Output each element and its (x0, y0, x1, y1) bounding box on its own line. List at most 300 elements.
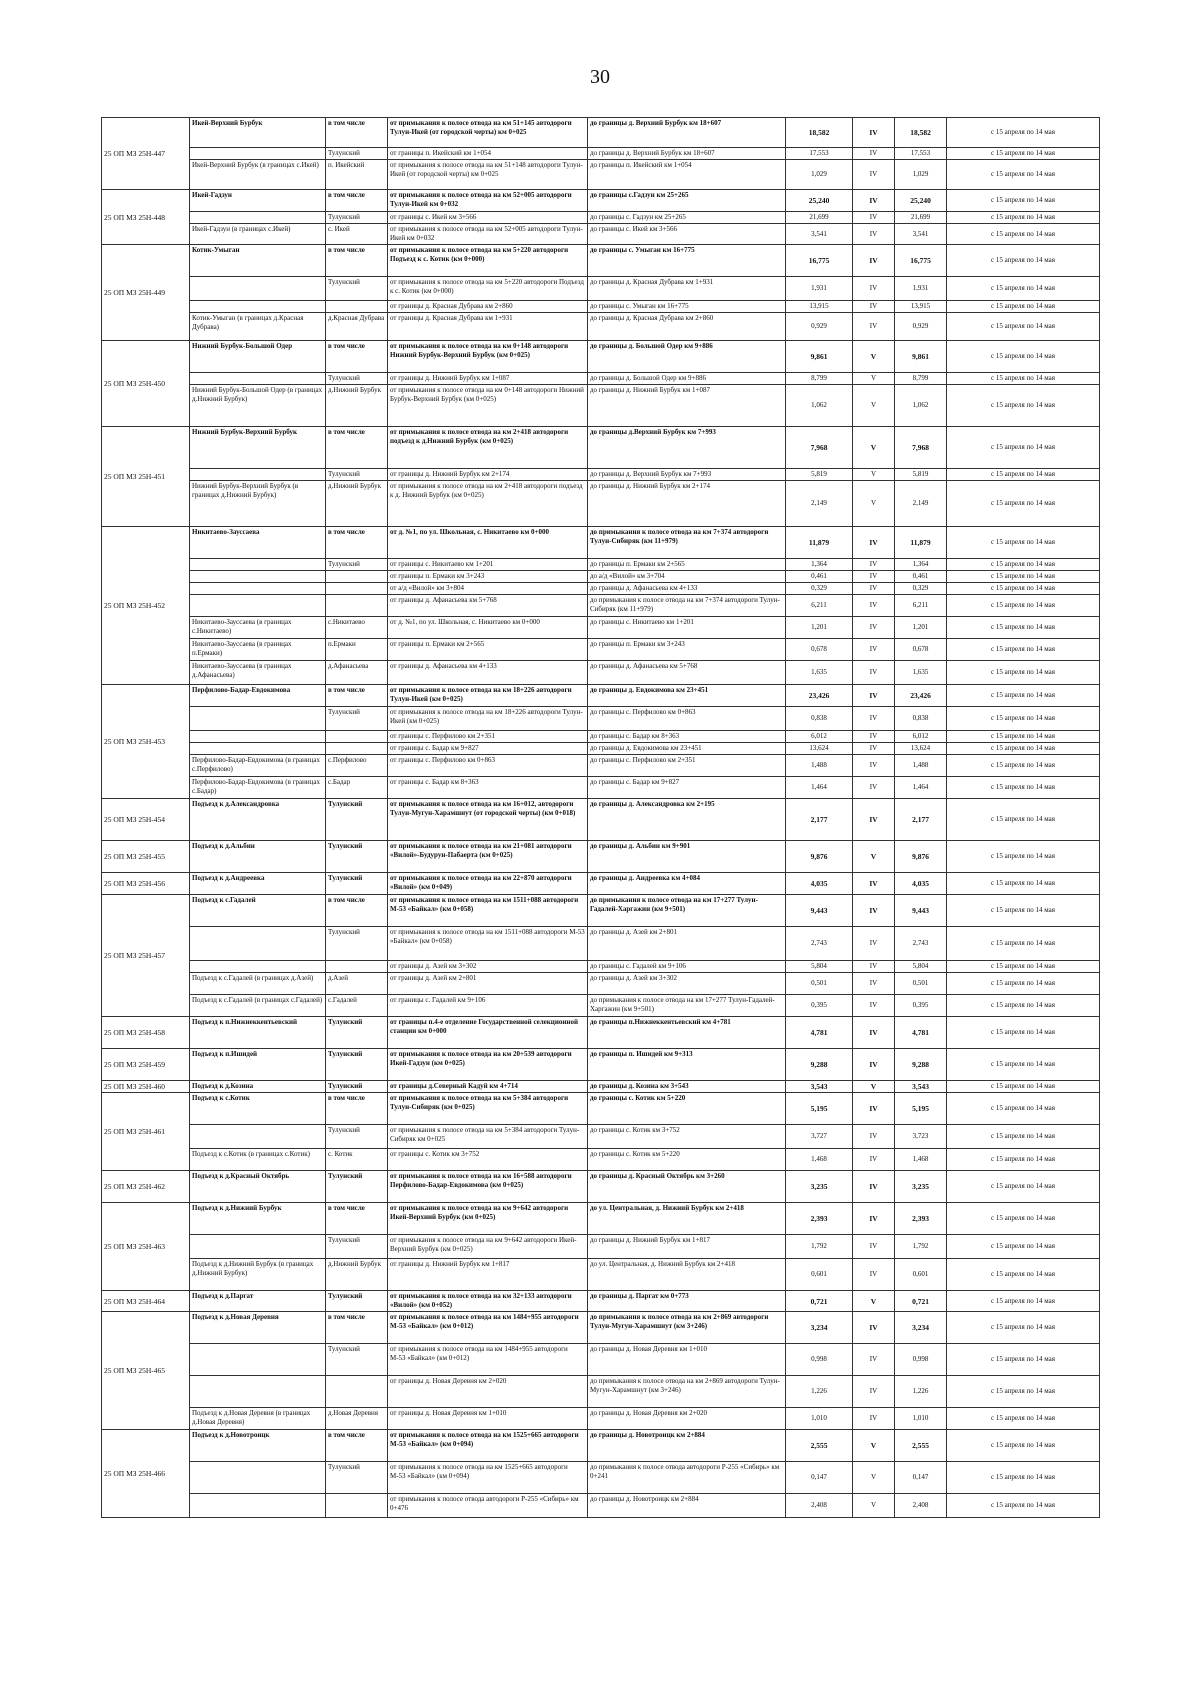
start-point-cell: от примыкания к полосе отвода на км 16+012, автодороги Тулун-Мугун-Харамшнут (от городской черты) (км 0+018) (388, 799, 588, 841)
end-point-cell: до границы д. Козина км 3+543 (588, 1081, 786, 1093)
end-point-cell: до границы д. Нижний Бурбук км 1+087 (588, 385, 786, 427)
district-cell: Тулунский (326, 559, 388, 571)
district-cell: д.Красная Дубрава (326, 313, 388, 341)
table-row (102, 1259, 1100, 1291)
table-row (102, 895, 1100, 927)
length-cell: 18,582 (786, 118, 853, 148)
season-period-cell: с 15 апреля по 14 мая (947, 799, 1100, 841)
restricted-length-cell: 25,240 (895, 190, 947, 212)
category-cell: IV (853, 583, 895, 595)
restricted-length-cell: 5,819 (895, 469, 947, 481)
district-cell: в том числе (326, 1430, 388, 1462)
length-cell: 9,288 (786, 1049, 853, 1081)
restricted-length-cell: 17,553 (895, 148, 947, 160)
length-cell: 1,029 (786, 160, 853, 190)
start-point-cell: от примыкания к полосе отвода на км 1511+088 автодороги М-53 «Байкал» (км 0+058) (388, 927, 588, 961)
table-row (102, 160, 1100, 190)
season-period-cell: с 15 апреля по 14 мая (947, 224, 1100, 245)
road-name-cell: Икей-Гадзун (в границах с.Икей) (190, 224, 326, 245)
road-name-cell: Подъезд к д.Нижний Бурбук (190, 1203, 326, 1235)
length-cell: 3,543 (786, 1081, 853, 1093)
season-period-cell: с 15 апреля по 14 мая (947, 481, 1100, 527)
table-row (102, 469, 1100, 481)
end-point-cell: до примыкания к полосе отвода на км 2+869 автодороги Тулун-Мугун-Харамшнут (км 3+246) (588, 1312, 786, 1344)
length-cell: 1,468 (786, 1149, 853, 1171)
start-point-cell: от границы д. Нижний Бурбук км 1+817 (388, 1259, 588, 1291)
season-period-cell: с 15 апреля по 14 мая (947, 707, 1100, 731)
end-point-cell: до границы д. Нижний Бурбук км 2+174 (588, 481, 786, 527)
restricted-length-cell: 8,799 (895, 373, 947, 385)
end-point-cell: до границы с. Котик км 5+220 (588, 1093, 786, 1125)
start-point-cell: от границы с. Бадар км 8+363 (388, 777, 588, 799)
table-row (102, 1376, 1100, 1408)
road-name-cell: Подъезд к д.Нижний Бурбук (в границах д.Нижний Бурбук) (190, 1259, 326, 1291)
season-period-cell: с 15 апреля по 14 мая (947, 1149, 1100, 1171)
district-cell: Тулунский (326, 212, 388, 224)
table-row (102, 927, 1100, 961)
road-name-cell: Перфилово-Бадар-Евдокимова (190, 685, 326, 707)
category-cell: IV (853, 1259, 895, 1291)
length-cell: 11,879 (786, 527, 853, 559)
road-id-cell: 25 ОП МЗ 25Н-456 (102, 873, 190, 895)
start-point-cell: от примыкания к полосе отвода на км 9+642 автодороги Икей-Верхний Бурбук (км 0+025) (388, 1203, 588, 1235)
start-point-cell: от границы д. Афанасьева км 4+133 (388, 661, 588, 685)
category-cell: V (853, 469, 895, 481)
start-point-cell: от границы с. Перфилово км 2+351 (388, 731, 588, 743)
start-point-cell: от границы п. Ермаки км 2+565 (388, 639, 588, 661)
district-cell: Тулунский (326, 469, 388, 481)
restricted-length-cell: 13,915 (895, 301, 947, 313)
district-cell: с. Икей (326, 224, 388, 245)
end-point-cell: до границы с. Бадар км 8+363 (588, 731, 786, 743)
start-point-cell: от границы с. Икей км 3+566 (388, 212, 588, 224)
road-id-cell: 25 ОП МЗ 25Н-454 (102, 799, 190, 841)
district-cell: Тулунский (326, 1081, 388, 1093)
end-point-cell: до границы п. Ермаки км 2+565 (588, 559, 786, 571)
end-point-cell: до границы д. Новая Деревня км 1+010 (588, 1344, 786, 1376)
end-point-cell: до границы д. Нижний Бурбук км 1+817 (588, 1235, 786, 1259)
end-point-cell: до границы д. Альбин км 9+901 (588, 841, 786, 873)
restricted-length-cell: 16,775 (895, 245, 947, 277)
table-row (102, 595, 1100, 617)
road-name-cell (190, 927, 326, 961)
length-cell: 1,226 (786, 1376, 853, 1408)
length-cell: 3,727 (786, 1125, 853, 1149)
season-period-cell: с 15 апреля по 14 мая (947, 1462, 1100, 1494)
restricted-length-cell: 3,235 (895, 1171, 947, 1203)
start-point-cell: от границы д. Нижний Бурбук км 1+087 (388, 373, 588, 385)
table-row (102, 777, 1100, 799)
category-cell: IV (853, 1408, 895, 1430)
category-cell: IV (853, 224, 895, 245)
start-point-cell: от примыкания к полосе отвода на км 2+418 автодороги подъезд к д.Нижний Бурбук (км 0+025) (388, 427, 588, 469)
season-period-cell: с 15 апреля по 14 мая (947, 873, 1100, 895)
season-period-cell: с 15 апреля по 14 мая (947, 973, 1100, 995)
page-number: 30 (590, 66, 610, 88)
start-point-cell: от а/д «Вилой» км 3+804 (388, 583, 588, 595)
end-point-cell: до границы с. Никитаево км 1+201 (588, 617, 786, 639)
season-period-cell: с 15 апреля по 14 мая (947, 1203, 1100, 1235)
category-cell: IV (853, 190, 895, 212)
table-row (102, 743, 1100, 755)
category-cell: IV (853, 755, 895, 777)
season-period-cell: с 15 апреля по 14 мая (947, 469, 1100, 481)
end-point-cell: до границы д. Верхний Бурбук км 18+607 (588, 118, 786, 148)
road-name-cell: Икей-Верхний Бурбук (190, 118, 326, 148)
start-point-cell: от примыкания к полосе отвода на км 20+539 автодороги Икей-Гадзун (км 0+025) (388, 1049, 588, 1081)
end-point-cell: до ул. Центральная, д. Нижний Бурбук км 2+418 (588, 1203, 786, 1235)
district-cell: д.Нижний Бурбук (326, 385, 388, 427)
length-cell: 13,915 (786, 301, 853, 313)
end-point-cell: до границы п.Нижнеккентьевский км 4+781 (588, 1017, 786, 1049)
length-cell: 1,062 (786, 385, 853, 427)
restricted-length-cell: 1,226 (895, 1376, 947, 1408)
restricted-length-cell: 0,721 (895, 1291, 947, 1312)
district-cell (326, 583, 388, 595)
length-cell: 9,861 (786, 341, 853, 373)
end-point-cell: до границы с. Перфилово км 0+863 (588, 707, 786, 731)
restricted-length-cell: 21,699 (895, 212, 947, 224)
road-name-cell: Подъезд к п.Ишидей (190, 1049, 326, 1081)
restricted-length-cell: 2,393 (895, 1203, 947, 1235)
season-period-cell: с 15 апреля по 14 мая (947, 617, 1100, 639)
table-row (102, 245, 1100, 277)
season-period-cell: с 15 апреля по 14 мая (947, 277, 1100, 301)
road-name-cell: Подъезд к с.Котик (190, 1093, 326, 1125)
road-name-cell: Подъезд к с.Гадалей (в границах д.Азей) (190, 973, 326, 995)
start-point-cell: от примыкания к полосе отвода на км 1484+955 автодороги М-53 «Байкал» (км 0+012) (388, 1344, 588, 1376)
restricted-length-cell: 1,468 (895, 1149, 947, 1171)
road-id-cell: 25 ОП МЗ 25Н-451 (102, 427, 190, 527)
district-cell: д.Афанасьева (326, 661, 388, 685)
road-id-cell: 25 ОП МЗ 25Н-464 (102, 1291, 190, 1312)
category-cell: IV (853, 1017, 895, 1049)
table-row (102, 961, 1100, 973)
district-cell: в том числе (326, 190, 388, 212)
start-point-cell: от границы с. Гадалей км 9+106 (388, 995, 588, 1017)
end-point-cell: до границы д. Афанасьева км 5+768 (588, 661, 786, 685)
road-id-cell: 25 ОП МЗ 25Н-465 (102, 1312, 190, 1430)
road-name-cell: Подъезд к д.Андреевка (190, 873, 326, 895)
category-cell: IV (853, 1344, 895, 1376)
length-cell: 17,553 (786, 148, 853, 160)
road-name-cell: Никитаево-Зауссаева (в границах с.Никитаево) (190, 617, 326, 639)
category-cell: IV (853, 118, 895, 148)
end-point-cell: до границы д. Евдокимова км 23+451 (588, 685, 786, 707)
road-list-table (101, 117, 1100, 1518)
table-row (102, 1171, 1100, 1203)
road-name-cell: Подъезд к с.Гадалей (190, 895, 326, 927)
road-name-cell: Икей-Верхний Бурбук (в границах с.Икей) (190, 160, 326, 190)
district-cell: в том числе (326, 1203, 388, 1235)
season-period-cell: с 15 апреля по 14 мая (947, 639, 1100, 661)
start-point-cell: от границы д. Красная Дубрава км 1+931 (388, 313, 588, 341)
season-period-cell: с 15 апреля по 14 мая (947, 731, 1100, 743)
district-cell: Тулунский (326, 1235, 388, 1259)
restricted-length-cell: 9,443 (895, 895, 947, 927)
road-name-cell: Перфилово-Бадар-Евдокимова (в границах с.Перфилово) (190, 755, 326, 777)
season-period-cell: с 15 апреля по 14 мая (947, 190, 1100, 212)
season-period-cell: с 15 апреля по 14 мая (947, 559, 1100, 571)
road-id-cell: 25 ОП МЗ 25Н-457 (102, 895, 190, 1017)
category-cell: IV (853, 527, 895, 559)
start-point-cell: от примыкания к полосе отвода на км 21+081 автодороги «Вилой»-Будурун-Пабаерта (км 0+025) (388, 841, 588, 873)
season-period-cell: с 15 апреля по 14 мая (947, 1376, 1100, 1408)
category-cell: IV (853, 1093, 895, 1125)
restricted-length-cell: 1,488 (895, 755, 947, 777)
end-point-cell: до границы д. Евдокимова км 23+451 (588, 743, 786, 755)
length-cell: 2,149 (786, 481, 853, 527)
end-point-cell: до границы д. Афанасьева км 4+133 (588, 583, 786, 595)
category-cell: IV (853, 1203, 895, 1235)
category-cell: IV (853, 973, 895, 995)
season-period-cell: с 15 апреля по 14 мая (947, 212, 1100, 224)
table-row (102, 841, 1100, 873)
length-cell: 13,624 (786, 743, 853, 755)
start-point-cell: от границы с. Никитаево км 1+201 (388, 559, 588, 571)
season-period-cell: с 15 апреля по 14 мая (947, 661, 1100, 685)
road-name-cell (190, 1235, 326, 1259)
road-name-cell (190, 583, 326, 595)
restricted-length-cell: 0,678 (895, 639, 947, 661)
season-period-cell: с 15 апреля по 14 мая (947, 1430, 1100, 1462)
season-period-cell: с 15 апреля по 14 мая (947, 1344, 1100, 1376)
end-point-cell: до примыкания к полосе отвода на км 2+869 автодороги Тулун-Мугун-Харамшнут (км 3+246) (588, 1376, 786, 1408)
district-cell: Тулунский (326, 1171, 388, 1203)
season-period-cell: с 15 апреля по 14 мая (947, 1081, 1100, 1093)
start-point-cell: от примыкания к полосе отвода на км 0+148 автодороги Нижний Бурбук-Верхний Бурбук (км 0+025) (388, 341, 588, 373)
road-name-cell: Подъезд к д.Новая Деревня (в границах д.Новая Деревня) (190, 1408, 326, 1430)
end-point-cell: до границы д. Красная Дубрава км 1+931 (588, 277, 786, 301)
length-cell: 3,235 (786, 1171, 853, 1203)
table-row (102, 341, 1100, 373)
start-point-cell: от границы д. Азей км 3+302 (388, 961, 588, 973)
season-period-cell: с 15 апреля по 14 мая (947, 527, 1100, 559)
restricted-length-cell: 1,792 (895, 1235, 947, 1259)
start-point-cell: от д. №1, по ул. Школьная, с. Никитаево км 0+000 (388, 617, 588, 639)
start-point-cell: от примыкания к полосе отвода на км 51+148 автодороги Тулун-Икей (от городской черты) км 0+025 (388, 160, 588, 190)
category-cell: V (853, 841, 895, 873)
start-point-cell: от границы д. Азей км 2+801 (388, 973, 588, 995)
category-cell: IV (853, 731, 895, 743)
season-period-cell: с 15 апреля по 14 мая (947, 427, 1100, 469)
table-row (102, 995, 1100, 1017)
category-cell: IV (853, 617, 895, 639)
district-cell (326, 743, 388, 755)
road-id-cell: 25 ОП МЗ 25Н-458 (102, 1017, 190, 1049)
restricted-length-cell: 5,195 (895, 1093, 947, 1125)
district-cell: Тулунский (326, 1017, 388, 1049)
start-point-cell: от примыкания к полосе отвода на км 2+418 автодороги подъезд к д. Нижний Бурбук (км 0+025) (388, 481, 588, 527)
start-point-cell: от примыкания к полосе отвода на км 5+384 автодороги Тулун-Сибиряк (км 0+025) (388, 1093, 588, 1125)
category-cell: IV (853, 212, 895, 224)
end-point-cell: до границы д. Андреевка км 4+084 (588, 873, 786, 895)
district-cell (326, 1494, 388, 1518)
road-id-cell: 25 ОП МЗ 25Н-447 (102, 118, 190, 190)
road-id-cell: 25 ОП МЗ 25Н-461 (102, 1093, 190, 1171)
start-point-cell: от примыкания к полосе отвода на км 16+588 автодороги Перфилово-Бадар-Евдокимова (км 0+025) (388, 1171, 588, 1203)
length-cell: 2,555 (786, 1430, 853, 1462)
restricted-length-cell: 0,329 (895, 583, 947, 595)
restricted-length-cell: 2,177 (895, 799, 947, 841)
category-cell: V (853, 373, 895, 385)
end-point-cell: до примыкания к полосе отвода на км 7+374 автодороги Тулун-Сибиряк (км 11+979) (588, 595, 786, 617)
category-cell: IV (853, 873, 895, 895)
district-cell: в том числе (326, 1312, 388, 1344)
end-point-cell: до границы с. Бадар км 9+827 (588, 777, 786, 799)
table-row (102, 1081, 1100, 1093)
district-cell: в том числе (326, 895, 388, 927)
category-cell: V (853, 1291, 895, 1312)
road-name-cell: Подъезд к д.Новотроицк (190, 1430, 326, 1462)
start-point-cell: от примыкания к полосе отвода на км 9+642 автодороги Икей-Верхний Бурбук (км 0+025) (388, 1235, 588, 1259)
start-point-cell: от примыкания к полосе отвода на км 18+226 автодороги Тулун-Икей (км 0+025) (388, 707, 588, 731)
district-cell: Тулунский (326, 927, 388, 961)
season-period-cell: с 15 апреля по 14 мая (947, 1312, 1100, 1344)
road-name-cell: Нижний Бурбук-Верхний Бурбук (190, 427, 326, 469)
end-point-cell: до примыкания к полосе отвода на км 17+277 Тулун-Гадалей-Харгажин (км 9+501) (588, 995, 786, 1017)
season-period-cell: с 15 апреля по 14 мая (947, 313, 1100, 341)
road-name-cell: Подъезд к с.Котик (в границах с.Котик) (190, 1149, 326, 1171)
restricted-length-cell: 2,149 (895, 481, 947, 527)
road-id-cell: 25 ОП МЗ 25Н-455 (102, 841, 190, 873)
table-row (102, 639, 1100, 661)
end-point-cell: до границы с. Умыган км 16+775 (588, 245, 786, 277)
road-name-cell: Котик-Умыган (в границах д.Красная Дубрава) (190, 313, 326, 341)
district-cell: Тулунский (326, 1125, 388, 1149)
length-cell: 2,393 (786, 1203, 853, 1235)
length-cell: 1,464 (786, 777, 853, 799)
district-cell: д.Нижний Бурбук (326, 481, 388, 527)
length-cell: 8,799 (786, 373, 853, 385)
table-row (102, 1149, 1100, 1171)
length-cell: 2,177 (786, 799, 853, 841)
length-cell: 9,876 (786, 841, 853, 873)
table-row (102, 873, 1100, 895)
end-point-cell: до границы с. Котик км 3+752 (588, 1125, 786, 1149)
road-id-cell: 25 ОП МЗ 25Н-450 (102, 341, 190, 427)
road-name-cell (190, 212, 326, 224)
district-cell: Тулунский (326, 873, 388, 895)
season-period-cell: с 15 апреля по 14 мая (947, 245, 1100, 277)
restricted-length-cell: 1,364 (895, 559, 947, 571)
length-cell: 7,968 (786, 427, 853, 469)
road-name-cell (190, 148, 326, 160)
district-cell: п. Икейский (326, 160, 388, 190)
table-row (102, 1017, 1100, 1049)
restricted-length-cell: 0,147 (895, 1462, 947, 1494)
restricted-length-cell: 13,624 (895, 743, 947, 755)
season-period-cell: с 15 апреля по 14 мая (947, 583, 1100, 595)
table-row (102, 731, 1100, 743)
length-cell: 5,195 (786, 1093, 853, 1125)
road-name-cell (190, 707, 326, 731)
road-name-cell (190, 373, 326, 385)
table-row (102, 1049, 1100, 1081)
length-cell: 5,819 (786, 469, 853, 481)
category-cell: V (853, 427, 895, 469)
category-cell: V (853, 1494, 895, 1518)
end-point-cell: до границы с. Умыган км 16+775 (588, 301, 786, 313)
road-name-cell: Подъезд к с.Гадалей (в границах с.Гадалей) (190, 995, 326, 1017)
district-cell: Тулунский (326, 277, 388, 301)
length-cell: 0,998 (786, 1344, 853, 1376)
season-period-cell: с 15 апреля по 14 мая (947, 1494, 1100, 1518)
table-row (102, 277, 1100, 301)
restricted-length-cell: 9,288 (895, 1049, 947, 1081)
season-period-cell: с 15 апреля по 14 мая (947, 118, 1100, 148)
table-row (102, 1235, 1100, 1259)
restricted-length-cell: 9,861 (895, 341, 947, 373)
table-row (102, 1462, 1100, 1494)
category-cell: IV (853, 895, 895, 927)
district-cell: в том числе (326, 685, 388, 707)
road-name-cell (190, 961, 326, 973)
road-name-cell: Подъезд к д.Александровка (190, 799, 326, 841)
table-row (102, 973, 1100, 995)
length-cell: 0,678 (786, 639, 853, 661)
road-name-cell (190, 1462, 326, 1494)
end-point-cell: до а/д «Вилой» км 3+704 (588, 571, 786, 583)
category-cell: IV (853, 1149, 895, 1171)
district-cell: д.Азей (326, 973, 388, 995)
district-cell: с.Бадар (326, 777, 388, 799)
road-id-cell: 25 ОП МЗ 25Н-449 (102, 245, 190, 341)
start-point-cell: от примыкания к полосе отвода на км 0+148 автодороги Нижний Бурбук-Верхний Бурбук (км 0+025) (388, 385, 588, 427)
road-name-cell: Нижний Бурбук-Большой Одер (190, 341, 326, 373)
end-point-cell: до границы д. Верхний Бурбук км 18+607 (588, 148, 786, 160)
length-cell: 1,635 (786, 661, 853, 685)
table-row (102, 571, 1100, 583)
district-cell: с.Перфилово (326, 755, 388, 777)
district-cell (326, 595, 388, 617)
season-period-cell: с 15 апреля по 14 мая (947, 1171, 1100, 1203)
road-name-cell: Подъезд к д.Новая Деревня (190, 1312, 326, 1344)
district-cell: Тулунский (326, 1344, 388, 1376)
restricted-length-cell: 0,601 (895, 1259, 947, 1291)
road-name-cell (190, 1344, 326, 1376)
road-id-cell: 25 ОП МЗ 25Н-460 (102, 1081, 190, 1093)
table-row (102, 1344, 1100, 1376)
start-point-cell: от границы с. Перфилово км 0+863 (388, 755, 588, 777)
end-point-cell: до границы с. Перфилово км 2+351 (588, 755, 786, 777)
category-cell: IV (853, 1049, 895, 1081)
end-point-cell: до границы д. Новотроицк км 2+884 (588, 1494, 786, 1518)
district-cell: с.Никитаево (326, 617, 388, 639)
district-cell (326, 731, 388, 743)
start-point-cell: от границы д.Северный Кадуй км 4+714 (388, 1081, 588, 1093)
table-row (102, 190, 1100, 212)
start-point-cell: от примыкания к полосе отвода на км 5+220 автодороги Подъезд к с. Котик (км 0+000) (388, 245, 588, 277)
restricted-length-cell: 1,029 (895, 160, 947, 190)
category-cell: IV (853, 661, 895, 685)
start-point-cell: от границы п.4-е отделение Государственной селекционной станции км 0+000 (388, 1017, 588, 1049)
start-point-cell: от д. №1, по ул. Школьная, с. Никитаево км 0+000 (388, 527, 588, 559)
restricted-length-cell: 11,879 (895, 527, 947, 559)
season-period-cell: с 15 апреля по 14 мая (947, 1125, 1100, 1149)
table-row (102, 313, 1100, 341)
season-period-cell: с 15 апреля по 14 мая (947, 373, 1100, 385)
table-row (102, 224, 1100, 245)
category-cell: IV (853, 639, 895, 661)
district-cell: д.Новая Деревня (326, 1408, 388, 1430)
length-cell: 3,234 (786, 1312, 853, 1344)
season-period-cell: с 15 апреля по 14 мая (947, 1291, 1100, 1312)
category-cell: IV (853, 245, 895, 277)
road-id-cell: 25 ОП МЗ 25Н-452 (102, 527, 190, 685)
length-cell: 3,541 (786, 224, 853, 245)
category-cell: IV (853, 685, 895, 707)
